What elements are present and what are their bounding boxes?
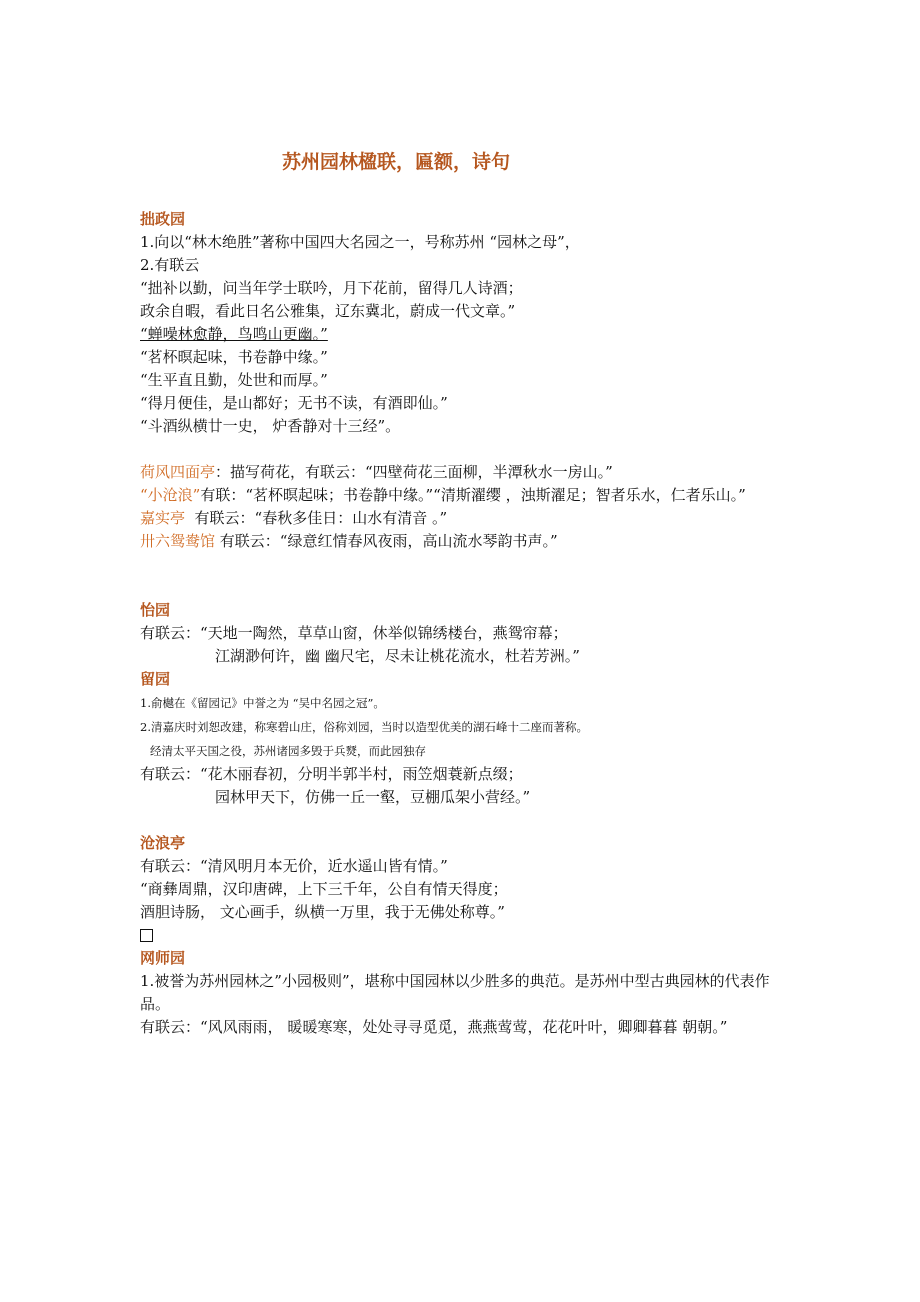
wangshi-item-1: 1.被誉为苏州园林之”小园极则”，堪称中国园林以少胜多的典范。是苏州中型古典园林的代表作品。 xyxy=(140,972,770,1013)
zhuozheng-item-1: 1.向以“林木绝胜”著称中国四大名园之一，号称苏州 “园林之母”， xyxy=(140,233,580,251)
couplet-line: “得月便佳，是山都好；无书不读，有酒即仙。” xyxy=(140,394,448,412)
couplet-line: 江湖渺何许，幽 幽尺宅，尽未让桃花流水，杜若芳洲。” xyxy=(215,647,580,665)
couplet-line: “茗杯暝起味，书卷静中缘。” xyxy=(140,348,328,366)
liuyuan-note-1: 1.俞樾在《留园记》中誉之为 “吴中名园之冠”。 xyxy=(140,696,385,710)
couplet-line: 有联云：“清风明月本无价，近水遥山皆有情。” xyxy=(140,857,448,875)
couplet-underlined: “蝉噪林愈静，鸟鸣山更幽。” xyxy=(140,325,328,343)
section-heading-liuyuan: 留园 xyxy=(140,670,171,688)
pavilion-hefeng: 荷风四面亭：描写荷花，有联云：“四壁荷花三面柳，半潭秋水一房山。” xyxy=(140,463,613,481)
couplet-line: 有联云：“风风雨雨， 暖暖寒寒，处处寻寻觅觅，燕燕莺莺，花花叶叶，卿卿暮暮 朝朝。” xyxy=(140,1018,728,1036)
liuyuan-note-3: 经清太平天国之役，苏州诸园多毁于兵燹，而此园独存 xyxy=(150,744,426,758)
couplet-line: 园林甲天下，仿佛一丘一壑，豆棚瓜架小营经。” xyxy=(215,788,531,806)
couplet-line: 政余自暇，看此日名公雅集，辽东冀北，蔚成一代文章。” xyxy=(140,302,516,320)
section-heading-wangshi: 网师园 xyxy=(140,949,186,967)
couplet-line: 有联云：“天地一陶然，草草山窗，休举似锦绣楼台，燕鸳帘幕； xyxy=(140,624,568,642)
couplet-line: 有联云：“花木丽春初，分明半郭半村，雨笠烟蓑新点缀； xyxy=(140,765,523,783)
couplet-line: 酒胆诗肠， 文心画手，纵横一万里，我于无佛处称尊。” xyxy=(140,903,505,921)
zhuozheng-item-2: 2.有联云 xyxy=(140,256,200,274)
couplet-line: “斗酒纵横廿一史， 炉香静对十三经”。 xyxy=(140,417,401,435)
section-heading-canglangting: 沧浪亭 xyxy=(140,834,186,852)
couplet-line: “生平直且勤，处世和而厚。” xyxy=(140,371,328,389)
pavilion-name: 嘉实亭 xyxy=(140,509,186,527)
couplet-line: “商彝周鼎，汉印唐碑，上下三千年，公自有情天得度； xyxy=(140,880,508,898)
pavilion-jiashi: 嘉实亭 有联云：“春秋多佳日：山水有清音 。” xyxy=(140,509,448,527)
liuyuan-note-2: 2.清嘉庆时刘恕改建，称寒碧山庄，俗称刘园，当时以造型优美的湖石峰十二座而著称。 xyxy=(140,720,588,734)
pavilion-name: “小沧浪” xyxy=(140,486,201,504)
pavilion-yuanyang: 卅六鸳鸯馆 有联云：“绿意红情春风夜雨，高山流水琴韵书声。” xyxy=(140,532,558,550)
pavilion-name: 荷风四面亭 xyxy=(140,463,216,481)
page-title: 苏州园林楹联，匾额，诗句 xyxy=(281,151,510,173)
pavilion-canglang: “小沧浪”有联：“茗杯暝起味；书卷静中缘。”“清斯濯缨 ，浊斯濯足；智者乐水，仁者乐山。” xyxy=(140,486,746,504)
section-heading-yiyuan: 怡园 xyxy=(140,601,171,619)
empty-box-icon xyxy=(140,929,153,942)
couplet-line: “拙补以勤，问当年学士联吟，月下花前，留得几人诗酒； xyxy=(140,279,523,297)
pavilion-name: 卅六鸳鸯馆 xyxy=(140,532,216,550)
section-heading-zhuozheng: 拙政园 xyxy=(140,210,186,228)
document-body xyxy=(140,208,800,1039)
